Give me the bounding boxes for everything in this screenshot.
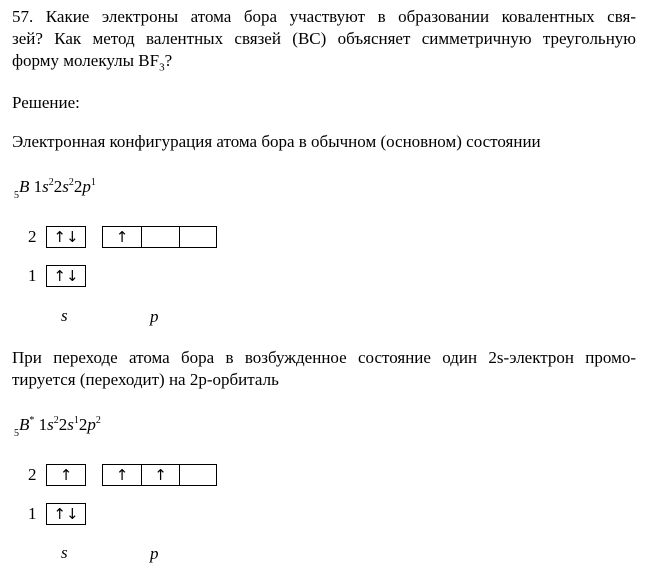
term-2-level: 2 xyxy=(58,415,68,434)
ground-level-2-label: 2 xyxy=(28,227,37,246)
question-line-3-subscript: 3 xyxy=(159,61,165,74)
term-3-orbital: p xyxy=(87,415,96,434)
ground-2p-orbital-1: ↑ xyxy=(102,226,142,248)
excited-mark: * xyxy=(29,415,35,426)
term-1-electrons: 2 xyxy=(48,177,54,188)
solution-label: Решение: xyxy=(12,93,80,112)
ground-state-formula xyxy=(14,177,96,201)
question-line-3 xyxy=(12,50,172,78)
term-2-orbital: s xyxy=(67,415,74,434)
term-2-orbital: s xyxy=(62,177,69,196)
question-line-3-suffix: ? xyxy=(164,51,173,70)
excited-level-1-label: 1 xyxy=(28,504,37,523)
term-2-electrons: 1 xyxy=(73,415,79,426)
excited-p-sublevel-label: p xyxy=(150,544,159,563)
term-1-orbital: s xyxy=(42,177,49,196)
excited-1s-orbital: ↑↓ xyxy=(46,503,86,525)
element-symbol: B xyxy=(19,177,30,196)
question-line-1: 57. Какие электроны атома бора участвуют в образовании ковалентных свя- xyxy=(12,7,636,26)
term-3-electrons: 1 xyxy=(90,177,96,188)
ground-2p-orbital-2 xyxy=(141,226,180,248)
atomic-number: 5 xyxy=(14,190,19,201)
excited-2p-orbital-1: ↑ xyxy=(102,464,142,486)
ground-2s-orbital: ↑↓ xyxy=(46,226,86,248)
ground-2p-orbital-3 xyxy=(179,226,217,248)
excited-2p-orbital-3 xyxy=(179,464,217,486)
question-line-3-prefix: форму молекулы BF xyxy=(12,51,160,70)
term-2-level: 2 xyxy=(53,177,63,196)
question-line-2: зей? Как метод валентных связей (ВС) объясняет симметричную треугольную xyxy=(12,29,636,48)
element-symbol: B xyxy=(19,415,30,434)
term-1-level: 1 xyxy=(33,177,43,196)
term-3-electrons: 2 xyxy=(95,415,101,426)
term-3-level: 2 xyxy=(78,415,88,434)
excited-state-caption-line-2: тируется (переходит) на 2р-орбиталь xyxy=(12,370,279,389)
term-3-level: 2 xyxy=(73,177,83,196)
excited-2s-orbital: ↑ xyxy=(46,464,86,486)
term-1-orbital: s xyxy=(47,415,54,434)
term-1-electrons: 2 xyxy=(53,415,59,426)
excited-state-caption-line-1: При переходе атома бора в возбужденное состояние один 2s-электрон промо- xyxy=(12,348,636,367)
ground-state-caption: Электронная конфигурация атома бора в обычном (основном) состоянии xyxy=(12,132,541,151)
atomic-number: 5 xyxy=(14,428,19,439)
term-2-electrons: 2 xyxy=(68,177,74,188)
term-1-level: 1 xyxy=(38,415,48,434)
excited-state-formula xyxy=(14,415,101,439)
ground-s-sublevel-label: s xyxy=(61,306,68,325)
term-3-orbital: p xyxy=(82,177,91,196)
excited-2p-orbital-2: ↑ xyxy=(141,464,180,486)
ground-1s-orbital: ↑↓ xyxy=(46,265,86,287)
ground-level-1-label: 1 xyxy=(28,266,37,285)
excited-level-2-label: 2 xyxy=(28,465,37,484)
excited-s-sublevel-label: s xyxy=(61,543,68,562)
ground-p-sublevel-label: p xyxy=(150,307,159,326)
